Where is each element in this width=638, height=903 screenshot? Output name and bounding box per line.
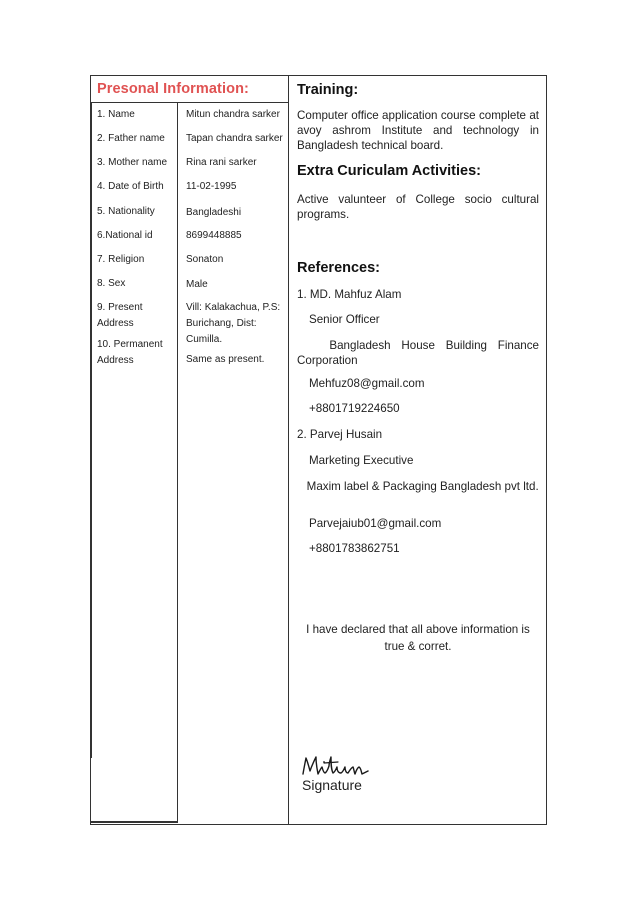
personal-info-title: Presonal Information: (97, 81, 249, 97)
label-nationality: 5. Nationality (97, 206, 155, 217)
training-title: Training: (297, 82, 359, 98)
reference-2-organization: Maxim label & Packaging Bangladesh pvt ltd. (297, 480, 539, 493)
signature-label: Signature (302, 777, 362, 793)
label-father-name: 2. Father name (97, 133, 165, 144)
training-text: Computer office application course complete at avoy ashrom Institute and technology in Bangladesh technical board. (297, 109, 539, 152)
label-national-id: 6.National id (97, 230, 153, 241)
value-nationality: Bangladeshi (186, 207, 242, 218)
reference-1-organization: Bangladesh House Building Finance Corporation (297, 339, 543, 367)
value-permanent-address: Same as present. (186, 354, 265, 365)
declaration-text: I have declared that all above information is true & corret. (306, 623, 530, 653)
reference-2-email: Parvejaiub01@gmail.com (309, 517, 442, 530)
label-name: 1. Name (97, 109, 135, 120)
value-national-id: 8699448885 (186, 230, 242, 241)
value-sex: Male (186, 279, 208, 290)
value-date-of-birth: 11-02-1995 (186, 181, 237, 192)
activities-title: Extra Curiculam Activities: (297, 163, 481, 179)
column-divider (288, 75, 289, 825)
reference-1-designation: Senior Officer (309, 313, 380, 326)
reference-1-phone: +8801719224650 (309, 402, 400, 415)
reference-1-email: Mehfuz08@gmail.com (309, 377, 425, 390)
label-religion: 7. Religion (97, 254, 145, 265)
references-title: References: (297, 260, 381, 276)
label-permanent-address: 10. Permanent Address (97, 339, 163, 366)
reference-2-name: 2. Parvej Husain (297, 428, 383, 441)
label-sex: 8. Sex (97, 278, 126, 289)
value-religion: Sonaton (186, 254, 224, 265)
personal-left-border (90, 103, 92, 758)
reference-2-phone: +8801783862751 (309, 542, 400, 555)
reference-1-name: 1. MD. Mahfuz Alam (297, 288, 402, 301)
label-present-address: 9. Present Address (97, 302, 143, 329)
reference-2-designation: Marketing Executive (309, 454, 414, 467)
activities-text: Active valunteer of College socio cultural programs. (297, 193, 539, 221)
value-mother-name: Rina rani sarker (186, 157, 257, 168)
label-mother-name: 3. Mother name (97, 157, 168, 168)
value-name: Mitun chandra sarker (186, 109, 280, 120)
value-present-address: Vill: Kalakachua, P.S: Burichang, Dist: Cumilla. (186, 302, 281, 345)
label-date-of-birth: 4. Date of Birth (97, 181, 164, 192)
handwritten-signature (300, 754, 380, 778)
value-father-name: Tapan chandra sarker (186, 133, 283, 144)
